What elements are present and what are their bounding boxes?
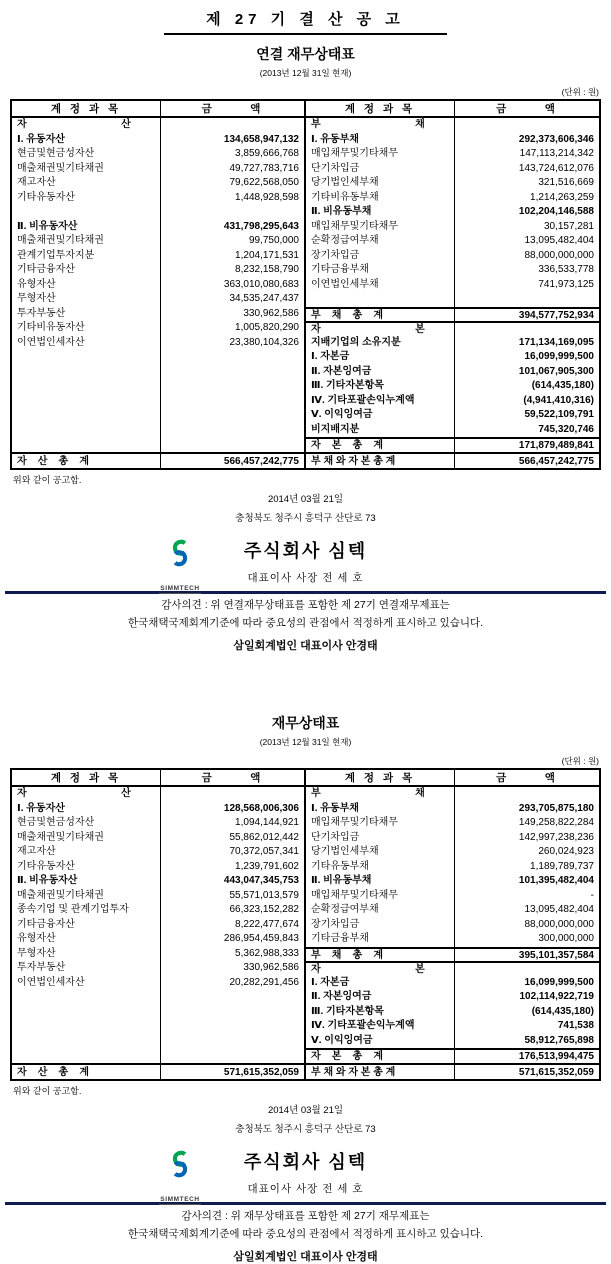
amount-cell: 394,577,752,934 xyxy=(454,307,599,322)
amount-cell: 147,113,214,342 xyxy=(454,147,599,162)
account-cell: 종속기업 및 관계기업투자 xyxy=(17,904,129,915)
amount-cell: 49,727,783,716 xyxy=(160,162,304,177)
account-cell: Ⅰ. 유동자산 xyxy=(17,133,65,145)
amount-cell: 13,095,482,404 xyxy=(454,903,599,918)
amount-cell: 741,538 xyxy=(454,1019,599,1034)
account-cell xyxy=(12,1034,160,1049)
ceo-line: 대표이사 사장 전 세 호 xyxy=(247,1183,364,1195)
account-cell: 기타유동자산 xyxy=(17,860,75,872)
account-cell: 순확정급여부채 xyxy=(304,234,454,249)
account-cell: 기타비유동자산 xyxy=(17,322,85,333)
consolidated-balance-sheet-section xyxy=(0,44,611,653)
amount-cell: 1,094,144,921 xyxy=(160,816,304,831)
amount-cell xyxy=(160,205,304,220)
amount-cell: 149,258,822,284 xyxy=(454,816,599,831)
amount-cell: 101,067,905,300 xyxy=(454,365,599,380)
account-cell: 부 채 총 계 xyxy=(304,307,454,322)
account-cell xyxy=(12,1019,160,1034)
amount-cell: 70,372,057,341 xyxy=(160,845,304,860)
amount-cell: 321,516,669 xyxy=(454,176,599,191)
amount-cell xyxy=(454,961,599,976)
simmtech-logo-text: SIMMTECH xyxy=(160,1196,200,1203)
account-cell: 부 채 xyxy=(304,118,454,133)
account-cell: Ⅰ. 유동부채 xyxy=(304,133,454,148)
account-cell: 자 산 xyxy=(17,788,131,799)
announcement-date: 2014년 03월 21일 xyxy=(267,494,344,505)
account-cell: 이연법인세자산 xyxy=(17,976,85,988)
account-cell xyxy=(12,205,160,220)
amount-cell: 1,448,928,598 xyxy=(160,191,304,206)
account-cell: 기타금융자산 xyxy=(17,264,75,275)
account-cell xyxy=(12,990,160,1005)
account-cell: 매입채무및기타채무 xyxy=(304,889,454,904)
account-cell: Ⅱ. 자본잉여금 xyxy=(304,365,454,380)
account-cell: 기타금융부채 xyxy=(304,932,454,947)
account-cell: 현금및현금성자산 xyxy=(17,817,95,828)
account-cell: 부 채 와 자 본 총 계 xyxy=(304,452,454,469)
account-cell: 매입채무및기타채무 xyxy=(304,220,454,235)
amount-cell: 134,658,947,132 xyxy=(160,133,304,148)
amount-cell: 330,962,586 xyxy=(160,961,304,976)
account-cell xyxy=(12,350,160,365)
separate-balance-sheet-section xyxy=(0,713,611,1264)
amount-cell: 431,798,295,643 xyxy=(160,220,304,235)
amount-cell: 566,457,242,775 xyxy=(454,452,599,469)
account-cell: 비지배지분 xyxy=(304,423,454,438)
amount-cell: 330,962,586 xyxy=(160,307,304,322)
account-cell: 관계기업투자지분 xyxy=(17,249,95,261)
amount-cell: 300,000,000 xyxy=(454,932,599,947)
unit-label: (단위 : 원) xyxy=(561,87,599,97)
account-cell: 무형자산 xyxy=(17,947,56,959)
account-cell: 투자부동산 xyxy=(17,307,66,319)
account-cell xyxy=(12,365,160,380)
simmtech-s-icon xyxy=(165,1145,195,1183)
account-cell: 매출채권및기타채권 xyxy=(17,162,104,174)
account-cell: 자 본 xyxy=(304,961,454,976)
amount-cell: 571,615,352,059 xyxy=(160,1063,304,1080)
unit-label: (단위 : 원) xyxy=(561,756,599,766)
amount-cell: 260,024,923 xyxy=(454,845,599,860)
account-cell xyxy=(12,408,160,423)
column-header-account: 계 정 과 목 xyxy=(304,101,454,118)
amount-cell: 13,095,482,404 xyxy=(454,234,599,249)
amount-cell: 16,099,999,500 xyxy=(454,350,599,365)
account-cell xyxy=(12,1048,160,1063)
notice-text: 위와 같이 공고함. xyxy=(13,475,82,485)
amount-cell: 88,000,000,000 xyxy=(454,249,599,264)
company-name: 주식회사 심텍 xyxy=(243,541,368,561)
amount-cell xyxy=(160,394,304,409)
account-cell xyxy=(12,379,160,394)
amount-cell: (614,435,180) xyxy=(454,1005,599,1020)
amount-cell xyxy=(160,1005,304,1020)
audit-opinion-line1: 감사의견 : 위 재무상태표를 포함한 제 27기 재무제표는 xyxy=(181,1210,430,1222)
account-cell: Ⅲ. 기타자본항목 xyxy=(304,1005,454,1020)
amount-cell: 171,879,489,841 xyxy=(454,437,599,452)
account-cell: 기타유동부채 xyxy=(304,860,454,875)
auditor-name: 삼일회계법인 대표이사 안경태 xyxy=(233,640,378,652)
account-cell: 부 채 xyxy=(304,787,454,802)
amount-cell: (614,435,180) xyxy=(454,379,599,394)
audit-opinion-line1: 감사의견 : 위 연결재무상태표를 포함한 제 27기 연결재무제표는 xyxy=(161,599,450,611)
statement-as-of-date: (2013년 12월 31일 현재) xyxy=(259,737,352,747)
account-cell: 장기차입금 xyxy=(304,249,454,264)
amount-cell xyxy=(160,787,304,802)
account-cell: 기타금융부채 xyxy=(304,263,454,278)
amount-cell: 1,214,263,259 xyxy=(454,191,599,206)
account-cell: 이연법인세부채 xyxy=(304,278,454,293)
amount-cell xyxy=(160,408,304,423)
account-cell: Ⅰ. 유동자산 xyxy=(17,802,65,814)
column-header-amount: 금 액 xyxy=(454,770,599,787)
amount-cell: 363,010,080,683 xyxy=(160,278,304,293)
account-cell: 매출채권및기타채권 xyxy=(17,889,104,901)
account-cell: 순확정급여부채 xyxy=(304,903,454,918)
company-address: 충청북도 청주시 흥덕구 산단로 73 xyxy=(235,1124,376,1135)
amount-cell: 336,533,778 xyxy=(454,263,599,278)
account-cell: 유형자산 xyxy=(17,278,56,290)
account-cell: 당기법인세부채 xyxy=(304,176,454,191)
amount-cell: 142,997,238,236 xyxy=(454,831,599,846)
statement-as-of-date: (2013년 12월 31일 현재) xyxy=(259,68,352,78)
amount-cell: 1,239,791,602 xyxy=(160,860,304,875)
column-header-amount: 금 액 xyxy=(454,101,599,118)
amount-cell: 293,705,875,180 xyxy=(454,802,599,817)
account-cell: 무형자산 xyxy=(17,293,56,304)
amount-cell: 102,204,146,588 xyxy=(454,205,599,220)
amount-cell xyxy=(454,292,599,307)
amount-cell: 1,005,820,290 xyxy=(160,321,304,336)
account-cell xyxy=(12,394,160,409)
column-header-account: 계 정 과 목 xyxy=(12,101,160,118)
account-cell: 재고자산 xyxy=(17,177,56,188)
account-cell xyxy=(304,292,454,307)
account-cell: 자 본 총 계 xyxy=(304,1048,454,1063)
amount-cell: 443,047,345,753 xyxy=(160,874,304,889)
amount-cell: 55,862,012,442 xyxy=(160,831,304,846)
amount-cell: 5,362,988,333 xyxy=(160,947,304,962)
account-cell: 기타금융자산 xyxy=(17,918,75,930)
account-cell: 자 산 xyxy=(17,119,131,130)
amount-cell: 55,571,013,579 xyxy=(160,889,304,904)
amount-cell: 101,395,482,404 xyxy=(454,874,599,889)
account-cell: 자 본 xyxy=(304,321,454,336)
page-title-wrap xyxy=(0,0,611,35)
simmtech-logo-icon xyxy=(156,534,204,595)
amount-cell: - xyxy=(454,889,599,904)
account-cell: Ⅲ. 기타자본항목 xyxy=(304,379,454,394)
amount-cell xyxy=(160,350,304,365)
account-cell: 현금및현금성자산 xyxy=(17,148,95,159)
amount-cell xyxy=(160,365,304,380)
amount-cell: 16,099,999,500 xyxy=(454,976,599,991)
account-cell: 자 산 총 계 xyxy=(12,1063,160,1080)
column-header-amount: 금 액 xyxy=(160,101,304,118)
account-cell: 매입채무및기타채무 xyxy=(304,147,454,162)
amount-cell: 59,522,109,791 xyxy=(454,408,599,423)
account-cell: Ⅱ. 비유동자산 xyxy=(17,875,78,886)
amount-cell xyxy=(160,118,304,133)
amount-cell xyxy=(454,787,599,802)
amount-cell: 20,282,291,456 xyxy=(160,976,304,991)
amount-cell: 3,859,666,768 xyxy=(160,147,304,162)
amount-cell xyxy=(454,321,599,336)
statement-title: 연결 재무상태표 xyxy=(256,46,355,62)
amount-cell xyxy=(160,990,304,1005)
account-cell: Ⅰ. 자본금 xyxy=(304,976,454,991)
amount-cell: (4,941,410,316) xyxy=(454,394,599,409)
amount-cell: 30,157,281 xyxy=(454,220,599,235)
account-cell: 이연법인세자산 xyxy=(17,336,85,348)
amount-cell: 102,114,922,719 xyxy=(454,990,599,1005)
column-header-account: 계 정 과 목 xyxy=(304,770,454,787)
audit-opinion-line2: 한국채택국제회계기준에 따라 중요성의 관점에서 적정하게 표시하고 있습니다. xyxy=(127,1228,484,1240)
amount-cell: 395,101,357,584 xyxy=(454,947,599,962)
account-cell: 부 채 와 자 본 총 계 xyxy=(304,1063,454,1080)
simmtech-logo-text: SIMMTECH xyxy=(160,585,200,592)
account-cell: 자 산 총 계 xyxy=(12,452,160,469)
account-cell: Ⅴ. 이익잉여금 xyxy=(304,1034,454,1049)
account-cell: Ⅳ. 기타포괄손익누계액 xyxy=(304,394,454,409)
amount-cell: 176,513,994,475 xyxy=(454,1048,599,1063)
amount-cell: 99,750,000 xyxy=(160,234,304,249)
simmtech-s-icon xyxy=(165,534,195,572)
divider-line xyxy=(5,1202,606,1205)
divider-line xyxy=(5,591,606,594)
amount-cell: 79,622,568,050 xyxy=(160,176,304,191)
column-header-account: 계 정 과 목 xyxy=(12,770,160,787)
amount-cell xyxy=(160,379,304,394)
company-address: 충청북도 청주시 흥덕구 산단로 73 xyxy=(235,513,376,524)
announcement-date: 2014년 03월 21일 xyxy=(267,1105,344,1116)
account-cell: 기타비유동부채 xyxy=(304,191,454,206)
amount-cell: 745,320,746 xyxy=(454,423,599,438)
account-cell: Ⅳ. 기타포괄손익누계액 xyxy=(304,1019,454,1034)
amount-cell xyxy=(160,1034,304,1049)
amount-cell: 1,189,789,737 xyxy=(454,860,599,875)
account-cell: 매입채무및기타채무 xyxy=(304,816,454,831)
amount-cell: 143,724,612,076 xyxy=(454,162,599,177)
amount-cell: 292,373,606,346 xyxy=(454,133,599,148)
amount-cell: 88,000,000,000 xyxy=(454,918,599,933)
account-cell: 장기차입금 xyxy=(304,918,454,933)
amount-cell: 128,568,006,306 xyxy=(160,802,304,817)
company-name: 주식회사 심텍 xyxy=(243,1152,368,1172)
account-cell: 투자부동산 xyxy=(17,962,66,973)
amount-cell: 571,615,352,059 xyxy=(454,1063,599,1080)
account-cell: 단기차입금 xyxy=(304,162,454,177)
account-cell: Ⅱ. 비유동자산 xyxy=(17,220,78,232)
amount-cell: 1,204,171,531 xyxy=(160,249,304,264)
account-cell: Ⅰ. 유동부채 xyxy=(304,802,454,817)
ceo-line: 대표이사 사장 전 세 호 xyxy=(247,572,364,584)
account-cell xyxy=(12,423,160,438)
statement-title: 재무상태표 xyxy=(271,715,340,731)
amount-cell xyxy=(160,437,304,452)
account-cell: 지배기업의 소유지분 xyxy=(304,336,454,351)
amount-cell: 8,222,477,674 xyxy=(160,918,304,933)
account-cell: 재고자산 xyxy=(17,846,56,857)
amount-cell: 34,535,247,437 xyxy=(160,292,304,307)
amount-cell xyxy=(160,423,304,438)
amount-cell: 171,134,169,095 xyxy=(454,336,599,351)
account-cell: 부 채 총 계 xyxy=(304,947,454,962)
amount-cell xyxy=(454,118,599,133)
amount-cell: 566,457,242,775 xyxy=(160,452,304,469)
account-cell xyxy=(12,1005,160,1020)
account-cell: Ⅱ. 자본잉여금 xyxy=(304,990,454,1005)
amount-cell: 23,380,104,326 xyxy=(160,336,304,351)
account-cell: 유형자산 xyxy=(17,933,56,944)
notice-text: 위와 같이 공고함. xyxy=(13,1086,82,1096)
company-block xyxy=(0,532,611,592)
account-cell: Ⅰ. 자본금 xyxy=(304,350,454,365)
account-cell: Ⅱ. 비유동부채 xyxy=(304,874,454,889)
account-cell: Ⅴ. 이익잉여금 xyxy=(304,408,454,423)
account-cell: 매출채권및기타채권 xyxy=(17,235,104,246)
audit-opinion-line2: 한국채택국제회계기준에 따라 중요성의 관점에서 적정하게 표시하고 있습니다. xyxy=(127,617,484,629)
balance-sheet-table xyxy=(10,99,601,470)
amount-cell: 66,323,152,282 xyxy=(160,903,304,918)
account-cell: 자 본 총 계 xyxy=(304,437,454,452)
account-cell: Ⅱ. 비유동부채 xyxy=(304,205,454,220)
simmtech-logo-icon xyxy=(156,1145,204,1206)
page-title: 제 27 기 결 산 공 고 xyxy=(164,8,447,35)
amount-cell: 58,912,765,898 xyxy=(454,1034,599,1049)
auditor-name: 삼일회계법인 대표이사 안경태 xyxy=(233,1251,378,1263)
account-cell: 당기법인세부채 xyxy=(304,845,454,860)
amount-cell xyxy=(160,1048,304,1063)
balance-sheet-table xyxy=(10,768,601,1081)
company-block xyxy=(0,1143,611,1203)
amount-cell: 286,954,459,843 xyxy=(160,932,304,947)
account-cell: 매출채권및기타채권 xyxy=(17,831,104,843)
account-cell: 기타유동자산 xyxy=(17,191,75,203)
account-cell: 단기차입금 xyxy=(304,831,454,846)
amount-cell: 741,973,125 xyxy=(454,278,599,293)
column-header-amount: 금 액 xyxy=(160,770,304,787)
amount-cell xyxy=(160,1019,304,1034)
amount-cell: 8,232,158,790 xyxy=(160,263,304,278)
account-cell xyxy=(12,437,160,452)
